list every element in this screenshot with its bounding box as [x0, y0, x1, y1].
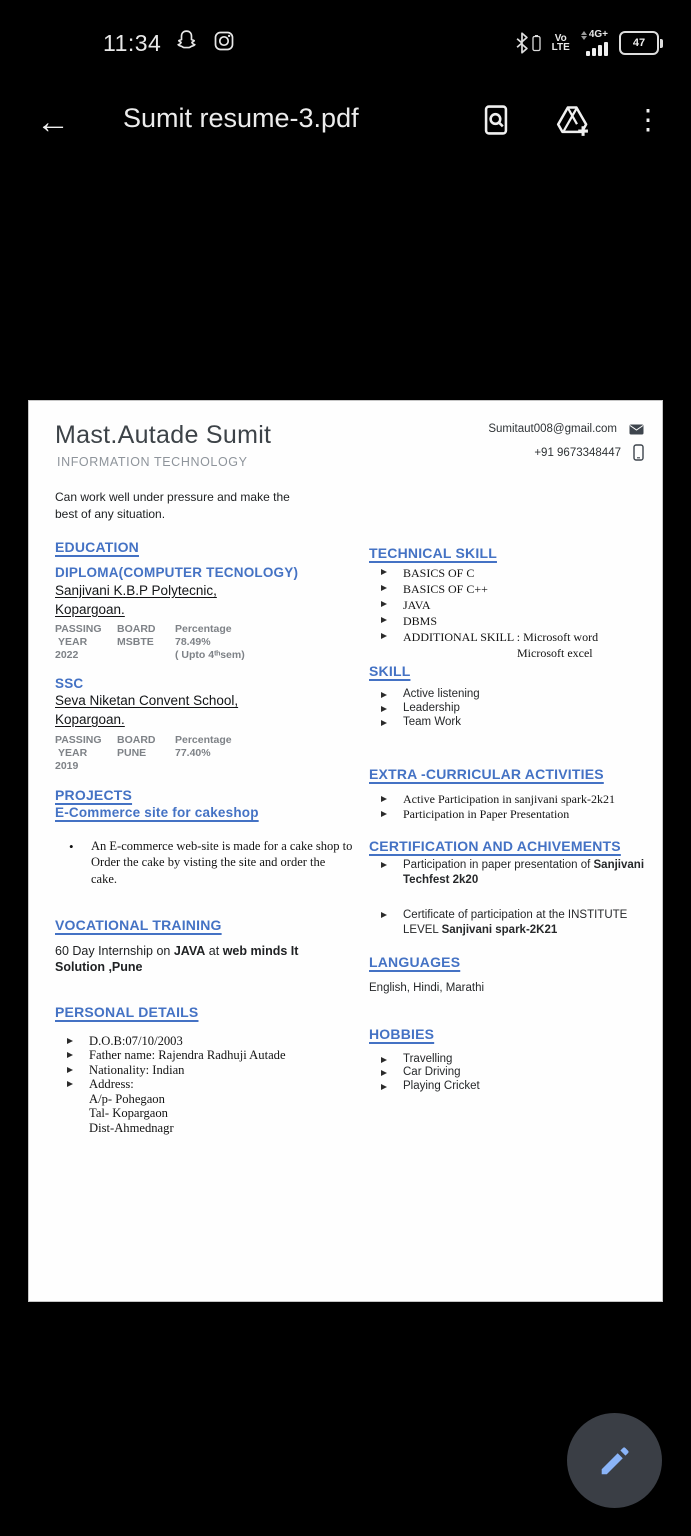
app-bar: [0, 85, 691, 163]
list-item: Car Driving: [369, 1066, 647, 1080]
back-icon: ←: [36, 103, 70, 141]
contact-block: [488, 423, 644, 461]
summary-text: Can work well under pressure and make the best of any situation.: [55, 490, 290, 521]
personal-details-list: [55, 1034, 357, 1136]
add-to-drive-button[interactable]: [549, 97, 595, 143]
battery-icon: 47: [619, 31, 663, 55]
right-column: [369, 545, 647, 1093]
signal-icon: 4G+: [581, 30, 608, 56]
certification-heading: CERTIFICATION AND ACHIVEMENTS: [369, 837, 621, 854]
phone-text: +91 9673348447: [534, 446, 621, 459]
find-in-document-icon: [479, 103, 513, 137]
list-item: Participation in Paper Presentation: [369, 807, 647, 822]
degree-title: SSC: [55, 676, 84, 692]
school-city: Kopargoan.: [55, 711, 125, 727]
list-item: Active Participation in sanjivani spark-2k21: [369, 792, 647, 807]
school-name: Seva Niketan Convent School,: [55, 693, 239, 709]
back-button[interactable]: [30, 99, 76, 145]
degree-title: DIPLOMA(COMPUTER TECNOLOGY): [55, 565, 299, 580]
document-title: Sumit resume-3.pdf: [123, 103, 359, 133]
list-item: Travelling: [369, 1053, 647, 1067]
languages-text: English, Hindi, Marathi: [369, 981, 485, 994]
certification-item: Certificate of participation at the INSTITUTE LEVEL Sanjivani spark-2K21: [369, 908, 665, 938]
list-item: DBMS: [369, 613, 647, 629]
clock: 11:34: [103, 29, 162, 56]
vocational-text: 60 Day Internship on JAVA at web minds It Solution ,Pune: [55, 944, 299, 975]
skill-heading: SKILL: [369, 663, 411, 679]
list-item: Playing Cricket: [369, 1080, 647, 1094]
education-entry: [55, 565, 357, 662]
status-bar: [0, 0, 691, 85]
edit-fab[interactable]: [567, 1413, 662, 1508]
pdf-page: [28, 400, 663, 1302]
technical-skill-list: [369, 565, 647, 661]
find-in-document-button[interactable]: [473, 97, 519, 143]
vocational-heading: VOCATIONAL TRAINING: [55, 917, 222, 933]
projects-heading: PROJECTS: [55, 786, 133, 803]
certification-item: Participation in paper presentation of Sanjivani Techfest 2k20: [369, 858, 665, 888]
education-table: PASSING YEAR 2019 BOARD PUNE Percentage 77.40%: [55, 733, 232, 772]
drive-add-icon: [554, 103, 590, 137]
volte-indicator: Vo LTE: [551, 33, 570, 53]
list-item: Father name: Rajendra Radhuji Autade: [55, 1048, 357, 1063]
instagram-icon: [212, 29, 236, 58]
project-title: E-Commerce site for cakeshop: [55, 804, 259, 820]
list-item: JAVA: [369, 597, 647, 613]
list-item: Active listening: [369, 688, 647, 702]
extracurricular-heading: EXTRA -CURRICULAR ACTIVITIES: [369, 765, 604, 782]
school-city: Kopargoan.: [55, 601, 125, 617]
education-entry: [55, 676, 357, 772]
left-column: [55, 539, 357, 1136]
technical-skill-heading: TECHNICAL SKILL: [369, 545, 497, 561]
bluetooth-icon: [514, 32, 541, 54]
resume-name: Mast.Autade Sumit: [55, 421, 272, 449]
list-item: BASICS OF C: [369, 565, 647, 581]
list-item: Leadership: [369, 702, 647, 716]
resume-role: INFORMATION TECHNOLOGY: [57, 455, 248, 469]
mail-icon: [629, 424, 644, 435]
overflow-menu-icon: ⋮: [634, 104, 662, 135]
pdf-scroll-area[interactable]: [0, 163, 691, 1400]
list-item: Nationality: Indian: [55, 1063, 357, 1078]
hobbies-list: [369, 1053, 647, 1094]
personal-details-heading: PERSONAL DETAILS: [55, 1003, 199, 1020]
school-name: Sanjivani K.B.P Polytecnic,: [55, 583, 217, 598]
education-table: PASSING YEAR 2022 BOARD MSBTE Percentage 78.49% ( Upto 4ᵗʰsem): [55, 623, 245, 662]
address-line: Tal- Kopargaon: [89, 1106, 168, 1121]
email-text: Sumitaut008@gmail.com: [488, 423, 617, 435]
address-line: A/p- Pohegaon: [89, 1091, 165, 1106]
address-line: Dist-Ahmednagr: [89, 1121, 174, 1136]
bt-device-battery-icon: [532, 34, 541, 52]
list-item: D.O.B:07/10/2003: [55, 1034, 357, 1049]
skill-list: [369, 688, 647, 730]
pencil-icon: [596, 1442, 634, 1480]
list-item: BASICS OF C++: [369, 581, 647, 597]
hobbies-heading: HOBBIES: [369, 1025, 435, 1042]
list-item: Team Work: [369, 716, 647, 730]
phone-icon: [633, 444, 644, 461]
data-activity-icon: [581, 31, 587, 40]
list-item: Address:: [55, 1077, 357, 1092]
snapchat-icon: [174, 28, 199, 58]
project-description: • An E-commerce web-site is made for a cake shop to Order the cake by visting the site and order the cake.: [69, 838, 353, 886]
overflow-menu-button[interactable]: [625, 97, 671, 143]
list-item-continuation: Microsoft excel: [517, 646, 593, 660]
education-heading: EDUCATION: [55, 539, 139, 555]
extracurricular-list: [369, 792, 647, 822]
languages-heading: LANGUAGES: [369, 953, 461, 970]
list-item: ADDITIONAL SKILL : Microsoft word: [369, 629, 647, 645]
